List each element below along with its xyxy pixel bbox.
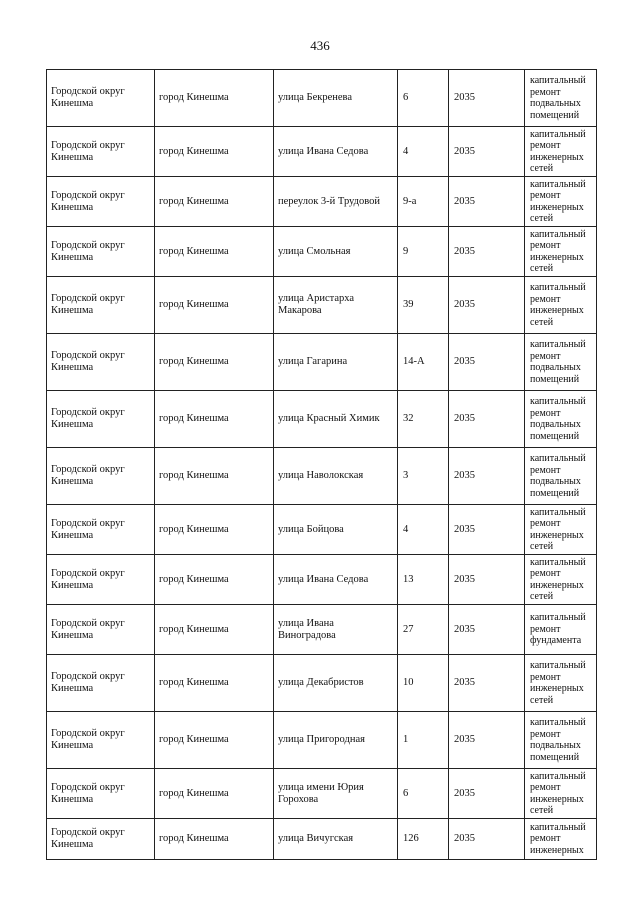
street-cell: улица Вичугская <box>274 819 398 860</box>
locality-cell: город Кинешма <box>155 177 274 227</box>
house-cell: 9-а <box>398 177 449 227</box>
house-cell: 3 <box>398 448 449 505</box>
locality-cell: город Кинешма <box>155 712 274 769</box>
table-row <box>47 655 597 712</box>
page-number: 436 <box>310 38 330 53</box>
works-table <box>46 69 597 860</box>
district-cell: Городской округ Кинешма <box>47 819 155 860</box>
street-cell: улица Красный Химик <box>274 391 398 448</box>
year-cell: 2035 <box>449 605 525 655</box>
year-cell: 2035 <box>449 655 525 712</box>
work-cell: капитальный ремонт подвальных помещений <box>525 391 597 448</box>
table-row <box>47 605 597 655</box>
locality-cell: город Кинешма <box>155 505 274 555</box>
work-cell: капитальный ремонт инженерных <box>525 819 597 860</box>
street-cell: улица Гагарина <box>274 334 398 391</box>
house-cell: 27 <box>398 605 449 655</box>
table-row <box>47 712 597 769</box>
district-cell: Городской округ Кинешма <box>47 555 155 605</box>
house-cell: 10 <box>398 655 449 712</box>
work-cell: капитальный ремонт подвальных помещений <box>525 70 597 127</box>
district-cell: Городской округ Кинешма <box>47 769 155 819</box>
district-cell: Городской округ Кинешма <box>47 277 155 334</box>
locality-cell: город Кинешма <box>155 127 274 177</box>
work-cell: капитальный ремонт подвальных помещений <box>525 712 597 769</box>
district-cell: Городской округ Кинешма <box>47 70 155 127</box>
locality-cell: город Кинешма <box>155 655 274 712</box>
locality-cell: город Кинешма <box>155 277 274 334</box>
work-cell: капитальный ремонт инженерных сетей <box>525 277 597 334</box>
year-cell: 2035 <box>449 277 525 334</box>
house-cell: 4 <box>398 127 449 177</box>
district-cell: Городской округ Кинешма <box>47 505 155 555</box>
table-row <box>47 391 597 448</box>
locality-cell: город Кинешма <box>155 769 274 819</box>
work-cell: капитальный ремонт инженерных сетей <box>525 127 597 177</box>
street-cell: улица Смольная <box>274 227 398 277</box>
street-cell: улица имени Юрия Горохова <box>274 769 398 819</box>
table-row <box>47 555 597 605</box>
table-row <box>47 769 597 819</box>
street-cell: улица Декабристов <box>274 655 398 712</box>
street-cell: переулок 3-й Трудовой <box>274 177 398 227</box>
house-cell: 4 <box>398 505 449 555</box>
district-cell: Городской округ Кинешма <box>47 177 155 227</box>
locality-cell: город Кинешма <box>155 605 274 655</box>
district-cell: Городской округ Кинешма <box>47 605 155 655</box>
table-row <box>47 819 597 860</box>
district-cell: Городской округ Кинешма <box>47 448 155 505</box>
table-row <box>47 127 597 177</box>
locality-cell: город Кинешма <box>155 334 274 391</box>
year-cell: 2035 <box>449 70 525 127</box>
work-cell: капитальный ремонт инженерных сетей <box>525 505 597 555</box>
house-cell: 6 <box>398 70 449 127</box>
year-cell: 2035 <box>449 448 525 505</box>
district-cell: Городской округ Кинешма <box>47 391 155 448</box>
table-row <box>47 505 597 555</box>
street-cell: улица Бойцова <box>274 505 398 555</box>
house-cell: 13 <box>398 555 449 605</box>
year-cell: 2035 <box>449 227 525 277</box>
locality-cell: город Кинешма <box>155 819 274 860</box>
locality-cell: город Кинешма <box>155 227 274 277</box>
house-cell: 6 <box>398 769 449 819</box>
year-cell: 2035 <box>449 505 525 555</box>
work-cell: капитальный ремонт подвальных помещений <box>525 334 597 391</box>
year-cell: 2035 <box>449 391 525 448</box>
work-cell: капитальный ремонт инженерных сетей <box>525 555 597 605</box>
street-cell: улица Ивана Седова <box>274 555 398 605</box>
house-cell: 126 <box>398 819 449 860</box>
locality-cell: город Кинешма <box>155 555 274 605</box>
district-cell: Городской округ Кинешма <box>47 227 155 277</box>
street-cell: улица Бекренева <box>274 70 398 127</box>
table-row <box>47 227 597 277</box>
work-cell: капитальный ремонт инженерных сетей <box>525 227 597 277</box>
work-cell: капитальный ремонт подвальных помещений <box>525 448 597 505</box>
house-cell: 1 <box>398 712 449 769</box>
street-cell: улица Пригородная <box>274 712 398 769</box>
work-cell: капитальный ремонт инженерных сетей <box>525 769 597 819</box>
district-cell: Городской округ Кинешма <box>47 334 155 391</box>
year-cell: 2035 <box>449 334 525 391</box>
street-cell: улица Наволокская <box>274 448 398 505</box>
street-cell: улица Ивана Седова <box>274 127 398 177</box>
house-cell: 9 <box>398 227 449 277</box>
work-cell: капитальный ремонт инженерных сетей <box>525 655 597 712</box>
work-cell: капитальный ремонт инженерных сетей <box>525 177 597 227</box>
table-row <box>47 334 597 391</box>
street-cell: улица Ивана Виноградова <box>274 605 398 655</box>
table-row <box>47 70 597 127</box>
year-cell: 2035 <box>449 127 525 177</box>
year-cell: 2035 <box>449 712 525 769</box>
locality-cell: город Кинешма <box>155 448 274 505</box>
district-cell: Городской округ Кинешма <box>47 712 155 769</box>
district-cell: Городской округ Кинешма <box>47 127 155 177</box>
work-cell: капитальный ремонт фундамента <box>525 605 597 655</box>
street-cell: улица Аристарха Макарова <box>274 277 398 334</box>
year-cell: 2035 <box>449 177 525 227</box>
locality-cell: город Кинешма <box>155 391 274 448</box>
year-cell: 2035 <box>449 555 525 605</box>
year-cell: 2035 <box>449 769 525 819</box>
house-cell: 32 <box>398 391 449 448</box>
house-cell: 39 <box>398 277 449 334</box>
house-cell: 14-А <box>398 334 449 391</box>
year-cell: 2035 <box>449 819 525 860</box>
table-row <box>47 448 597 505</box>
table-row <box>47 177 597 227</box>
locality-cell: город Кинешма <box>155 70 274 127</box>
table-body <box>47 70 597 860</box>
table-row <box>47 277 597 334</box>
district-cell: Городской округ Кинешма <box>47 655 155 712</box>
